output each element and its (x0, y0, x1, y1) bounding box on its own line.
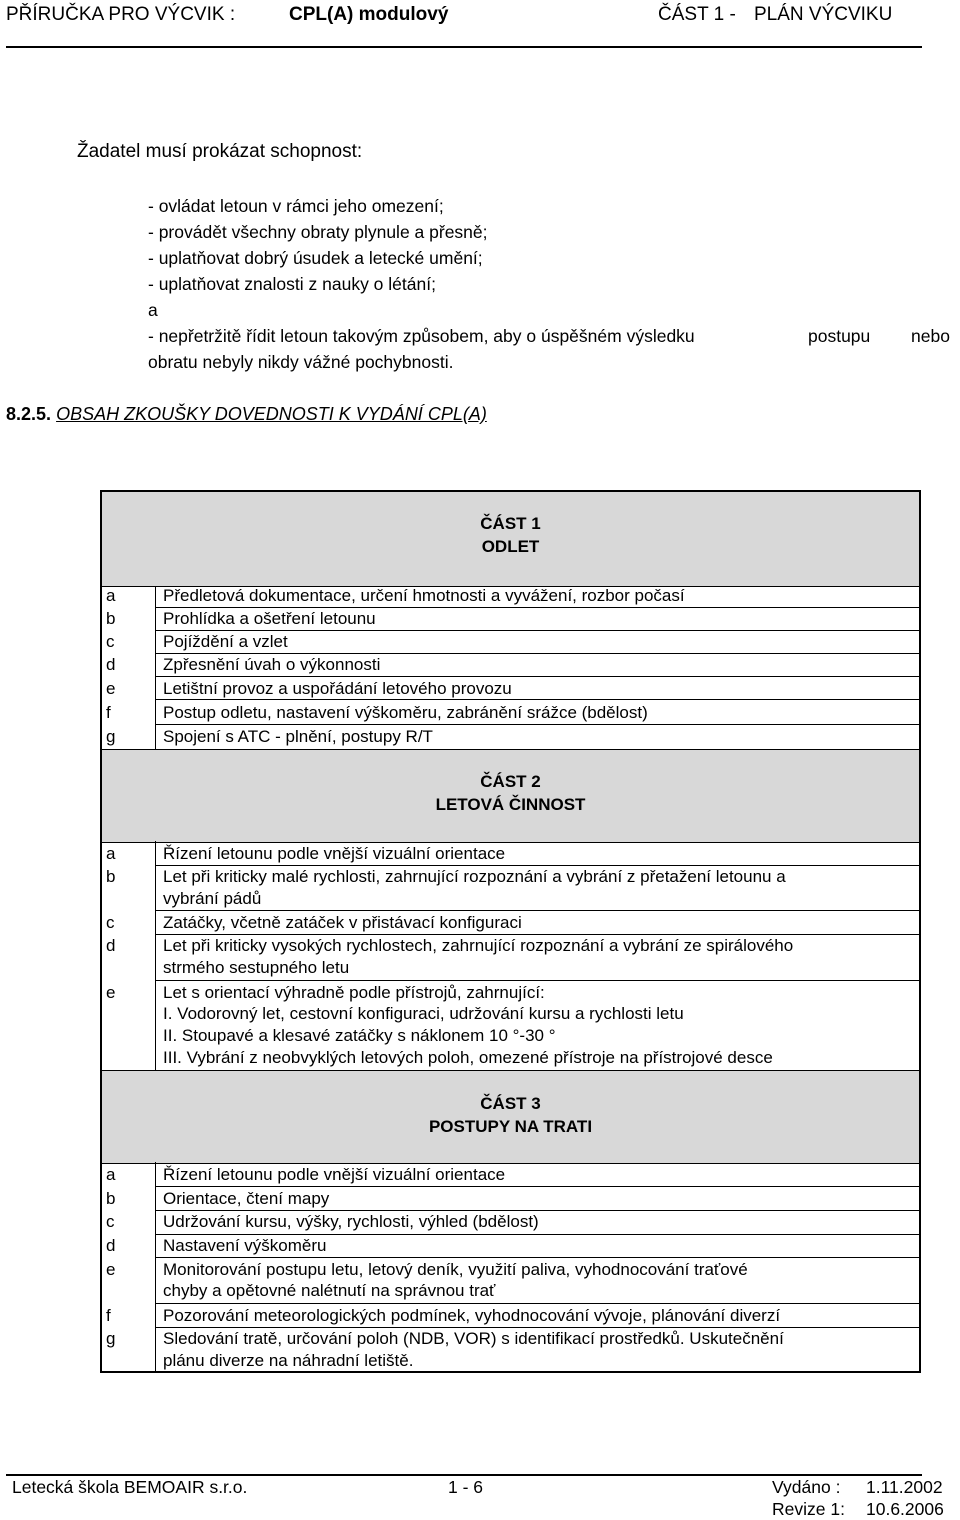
row-text-continuation: strmého sestupného letu (163, 958, 350, 977)
row-letter: c (106, 632, 115, 651)
requirement-item-word: nebo (911, 326, 950, 346)
row-text-continuation: vybrání pádů (163, 889, 262, 908)
header-rule (6, 46, 922, 48)
row-text: Spojení s ATC - plnění, postupy R/T (163, 727, 433, 746)
row-text: Zpřesnění úvah o výkonnosti (163, 655, 381, 674)
requirement-item: - uplatňovat znalosti z nauky o létání; (148, 274, 436, 294)
row-text-continuation: III. Vybrání z neobvyklých letových poloh, omezené přístroje na přístrojové desce (163, 1048, 773, 1067)
row-letter: c (106, 1212, 115, 1231)
footer-page-number: 1 - 6 (448, 1477, 484, 1497)
row-letter: e (106, 679, 116, 698)
part-label: ČÁST 2 (480, 772, 541, 791)
table-border (100, 490, 921, 1373)
part-label: ČÁST 3 (480, 1094, 541, 1113)
header-part-title: PLÁN VÝCVIKU (754, 4, 893, 25)
row-letter: b (106, 867, 116, 886)
row-text: Pozorování meteorologických podmínek, vyhodnocování vývoje, plánování diverzí (163, 1306, 781, 1325)
row-letter: f (106, 1306, 111, 1325)
row-text: Sledování tratě, určování poloh (NDB, VOR) s identifikací prostředků. Uskutečnění (163, 1329, 784, 1348)
row-letter: e (106, 983, 116, 1002)
requirement-item: - nepřetržitě řídit letoun takovým způsobem, aby o úspěšném výsledku (148, 326, 695, 346)
row-letter: a (106, 844, 116, 863)
row-text: Řízení letounu podle vnější vizuální orientace (163, 1165, 506, 1184)
row-text: Letištní provoz a uspořádání letového provozu (163, 679, 512, 698)
row-text: Předletová dokumentace, určení hmotnosti a vyvážení, rozbor počasí (163, 586, 685, 605)
header-part-number: ČÁST 1 - (658, 4, 736, 25)
part-title: ODLET (481, 537, 540, 556)
part-title: POSTUPY NA TRATI (428, 1117, 593, 1136)
row-text: Orientace, čtení mapy (163, 1189, 330, 1208)
row-letter: g (106, 727, 116, 746)
row-text: Let při kriticky malé rychlosti, zahrnující rozpoznání a vybrání z přetažení letounu a (163, 867, 786, 886)
requirement-item: - uplatňovat dobrý úsudek a letecké umění; (148, 248, 483, 268)
requirement-item-continuation: obratu nebyly nikdy vážné pochybnosti. (148, 352, 454, 372)
row-text: Postup odletu, nastavení výškoměru, zabránění srážce (bdělost) (163, 703, 648, 722)
row-letter: c (106, 913, 115, 932)
requirement-item: - provádět všechny obraty plynule a přesně; (148, 222, 488, 242)
row-text-continuation: I. Vodorovný let, cestovní konfiguraci, udržování kursu a rychlosti letu (163, 1004, 684, 1023)
row-letter: d (106, 1236, 116, 1255)
row-letter: a (106, 586, 116, 605)
row-text: Prohlídka a ošetření letounu (163, 609, 376, 628)
row-text-continuation: plánu diverze na náhradní letiště. (163, 1351, 414, 1370)
header-manual-title: PŘÍRUČKA PRO VÝCVIK : (6, 4, 236, 25)
footer-issued-date: 1.11.2002 (866, 1477, 943, 1497)
requirement-item: - ovládat letoun v rámci jeho omezení; (148, 196, 444, 216)
row-text: Let s orientací výhradně podle přístrojů, zahrnující: (163, 983, 545, 1002)
intro-text: Žadatel musí prokázat schopnost: (77, 141, 363, 162)
part-title: LETOVÁ ČINNOST (435, 795, 586, 814)
row-text: Nastavení výškoměru (163, 1236, 327, 1255)
row-text: Let při kriticky vysokých rychlostech, zahrnující rozpoznání a vybrání ze spirálového (163, 936, 794, 955)
row-text: Zatáčky, včetně zatáček v přistávací konfiguraci (163, 913, 522, 932)
row-letter: e (106, 1260, 116, 1279)
row-text: Řízení letounu podle vnější vizuální orientace (163, 844, 506, 863)
footer-rule (6, 1474, 922, 1476)
row-text: Pojíždění a vzlet (163, 632, 288, 651)
section-number: 8.2.5. (6, 404, 52, 424)
footer-revision-date: 10.6.2006 (866, 1499, 944, 1519)
footer-issued-label: Vydáno : (772, 1477, 841, 1497)
row-letter: d (106, 936, 116, 955)
row-text: Monitorování postupu letu, letový deník, využití paliva, vyhodnocování traťové (163, 1260, 748, 1279)
footer-revision-label: Revize 1: (772, 1499, 845, 1519)
requirement-conjunction: a (148, 300, 158, 320)
row-letter: a (106, 1165, 116, 1184)
row-letter: f (106, 703, 111, 722)
row-text: Udržování kursu, výšky, rychlosti, výhled (bdělost) (163, 1212, 539, 1231)
row-text-continuation: chyby a opětovné nalétnutí na správnou trať (163, 1281, 496, 1300)
section-title: OBSAH ZKOUŠKY DOVEDNOSTI K VYDÁNÍ CPL(A) (56, 404, 487, 424)
row-text-continuation: II. Stoupavé a klesavé zatáčky s náklonem 10 °-30 ° (163, 1026, 556, 1045)
section-heading (6, 404, 487, 425)
row-letter: b (106, 609, 116, 628)
requirement-item-word: postupu (808, 326, 871, 346)
part-label: ČÁST 1 (480, 514, 541, 533)
footer-school-name: Letecká škola BEMOAIR s.r.o. (12, 1477, 248, 1497)
row-letter: g (106, 1329, 116, 1348)
row-letter: d (106, 655, 116, 674)
row-letter: b (106, 1189, 116, 1208)
header-course-name: CPL(A) modulový (289, 4, 449, 25)
